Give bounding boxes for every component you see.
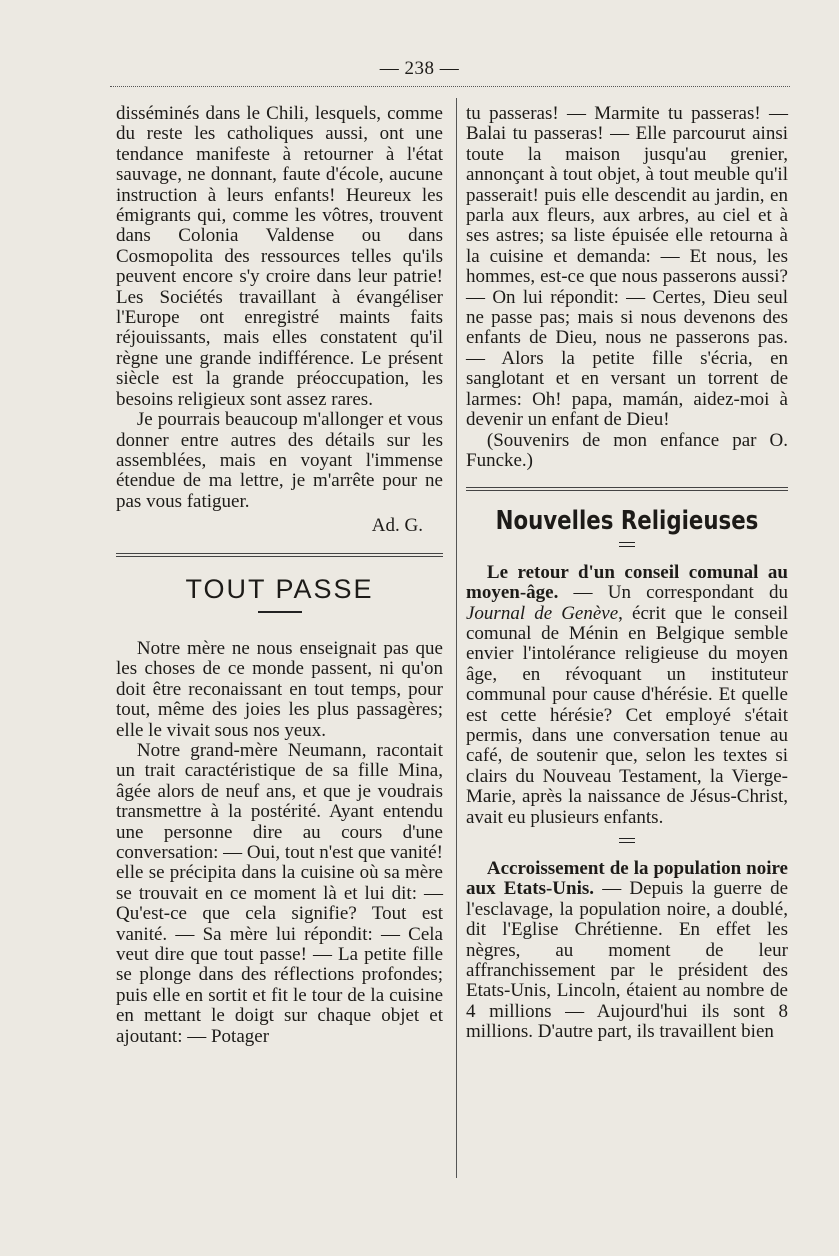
title-dash — [258, 611, 302, 613]
story-paragraph-1: Notre mère ne nous enseignait pas que les choses de ce monde passent, ni qu'on doit être reconaissant en tout temps, pour tout, même des joies les plus passagères; elle le vivait sous nos yeux. — [116, 637, 443, 741]
header-rule — [110, 86, 790, 87]
left-column — [116, 104, 443, 1047]
news-item-1-title: Le retour d'un conseil comunal au moyen-âge. — [466, 561, 788, 604]
section-title-tout-passe: TOUT PASSE — [185, 573, 374, 604]
news-item-1-text-b: , écrit que le conseil comunal de Ménin en Belgique semble envier l'intolérance religieuse du moyen âge, en révoquant un instituteur communal pour cause d'hérésie. Et quelle est cette hérésie? Cet employé s'était permis, dans une conversation tenue au café, de soutenir que, selon les textes si clairs du Nouveau Testament, la Vierge-Marie, après la naissance de Jésus-Christ, avait eu plusieurs enfants. — [466, 602, 788, 828]
section-title-nouvelles-religieuses: Nouvelles Religieuses — [495, 506, 759, 537]
story-continuation: tu passeras! — Marmite tu passeras! — Balai tu passeras! — Elle parcourut ainsi toute la maison jusqu'au grenier, annonçant à tout objet, à tout meuble qu'il passerait! puis elle descendit au jardin, en parla aux fleurs, aux arbres, au ciel et à ses astres; sa liste épuisée elle retourna à la cuisine et demanda: — Et nous, les hommes, est-ce que nous passerons aussi? — On lui répondit: — Certes, Dieu seul ne passe pas; mais si nous devenons des enfants de Dieu, nous ne passerons pas. — Alors la petite fille s'écria, en sanglotant et en versant un torrent de larmes: Oh! papa, mamán, aidez-moi à devenir un enfant de Dieu! — [466, 103, 788, 431]
column-divider — [456, 98, 457, 1178]
separator-mark-2 — [619, 838, 635, 843]
story-paragraph-2: Notre grand-mère Neumann, racontait un trait caractéristique de sa fille Mina, âgée alors de neuf ans, et que je voudrais transmettre à la postérité. Ayant entendu une personne dire au cours d'une conversation: — Oui, tout n'est que vanité! elle se précipita dans la cuisine où sa mère se trouvait en ce moment là et lui dit: — Qu'est-ce que cela signifie? Tout est vanité. — Sa mère lui répondit: — Cela veut dire que tout passe! — La petite fille se plonge dans des réflections profondes; puis elle en sortit et fit le tour de la cuisine en mettant le doigt sur chaque objet et ajoutant: — Potager — [116, 739, 443, 1047]
letter-signature: Ad. G. — [371, 515, 423, 537]
section-rule-right — [466, 487, 788, 491]
news-item-1-journal: Journal de Genève — [466, 602, 619, 624]
letter-paragraph-2: Je pourrais beaucoup m'allonger et vous donner entre autres des détails sur les assemblées, mais en voyant l'immense étendue de ma lettre, je m'arrête pour ne pas vous fatiguer. — [116, 409, 443, 512]
news-item-1 — [466, 563, 788, 828]
news-item-2-text: — Depuis la guerre de l'esclavage, la population noire, a doublé, dit l'Eglise Chrétienne. En effet les nègres, au moment de leur affranchissement par le président des Etats-Unis, Lincoln, étaient au nombre de 4 millions — Aujourd'hui ils sont 8 millions. D'autre part, ils travaillent bien — [466, 878, 789, 1043]
news-item-1-text-a: — Un correspondant du — [558, 582, 788, 604]
letter-paragraph-1: disséminés dans le Chili, lesquels, comme du reste les catholiques aussi, ont une tendance manifeste à retourner à l'état sauvage, ne donnant, faute d'école, aucune instruction à leurs enfants! Heureux les émigrants qui, comme les vôtres, trouvent dans Colonia Valdense ou dans Cosmopolita des ressources telles qu'ils peuvent encore s'y croire dans leur patrie! Les Sociétés travaillant à évangéliser l'Europe ont enregistré maints faits réjouissants, mais elles constatent qu'il règne une grande indifférence. Le présent siècle est la grande préoccupation, les besoins religieux sont assez rares. — [116, 103, 443, 410]
separator-mark — [619, 542, 635, 547]
page-number: — 238 — — [379, 58, 460, 79]
news-item-2 — [466, 859, 788, 1043]
news-item-2-title: Accroissement de la population noire aux Etats-Unis. — [466, 858, 788, 900]
right-column — [466, 104, 788, 1043]
section-rule — [116, 553, 443, 557]
story-source: (Souvenirs de mon enfance par O. Funcke.) — [466, 429, 788, 471]
